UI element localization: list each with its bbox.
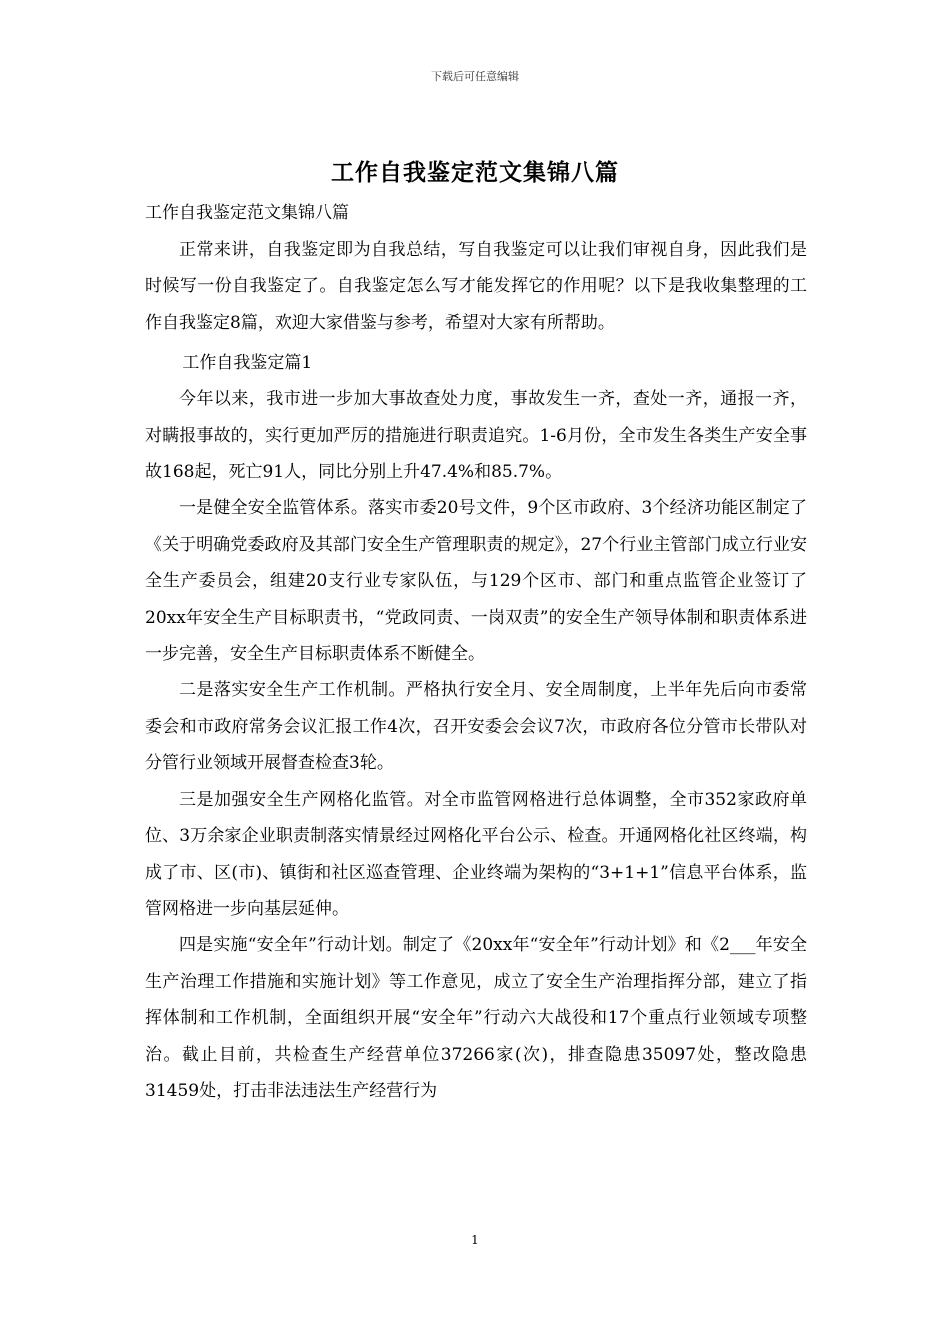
- body-paragraph: 一是健全安全监管体系。落实市委20号文件，9个区市政府、3个经济功能区制定了《关于明确党委政府及其部门安全生产管理职责的规定》，27个行业主管部门成立行业安全生产委员会，组建20支行业专家队伍，与129个区市、部门和重点监管企业签订了20xx年安全生产目标职责书，“党政同责、一岗双责”的安全生产领导体制和职责体系进一步完善，安全生产目标职责体系不断健全。: [145, 498, 807, 665]
- document-subtitle: 工作自我鉴定范文集锦八篇: [145, 203, 349, 223]
- body-paragraph: 三是加强安全生产网格化监管。对全市监管网格进行总体调整，全市352家政府单位、3万余家企业职责制落实情景经过网格化平台公示、检查。开通网格化社区终端，构成了市、区(市)、镇街和社区巡查管理、企业终端为架构的“3+1+1”信息平台体系，监管网格进一步向基层延伸。: [145, 789, 807, 919]
- section-heading: 工作自我鉴定篇1: [182, 353, 313, 374]
- document-body: [145, 196, 807, 1109]
- intro-paragraph: 正常来讲，自我鉴定即为自我总结，写自我鉴定可以让我们审视自身，因此我们是时候写一份自我鉴定了。自我鉴定怎么写才能发挥它的作用呢？以下是我收集整理的工作自我鉴定8篇，欢迎大家借鉴与参考，希望对大家有所帮助。: [145, 240, 807, 333]
- body-paragraph: 今年以来，我市进一步加大事故查处力度，事故发生一齐，查处一齐，通报一齐，对瞒报事故的，实行更加严厉的措施进行职责追究。1-6月份，全市发生各类生产安全事故168起，死亡91人，同比分别上升47.4%和85.7%。: [145, 389, 807, 483]
- header-note: 下载后可任意编辑: [431, 70, 519, 83]
- body-paragraph: 四是实施“安全年”行动计划。制定了《20xx年“安全年”行动计划》和《2___年安全生产治理工作措施和实施计划》等工作意见，成立了安全生产治理指挥分部，建立了指挥体制和工作机制，全面组织开展“安全年”行动六大战役和17个重点行业领域专项整治。截止目前，共检查生产经营单位37266家(次)，排查隐患35097处，整改隐患31459处，打击非法违法生产经营行为: [145, 935, 807, 1101]
- body-paragraph: 二是落实安全生产工作机制。严格执行安全月、安全周制度，上半年先后向市委常委会和市政府常务会议汇报工作4次，召开安委会会议7次，市政府各位分管市长带队对分管行业领域开展督查检查3轮。: [145, 680, 807, 774]
- document-title: 工作自我鉴定范文集锦八篇: [331, 159, 619, 186]
- page-number: 1: [471, 1233, 479, 1247]
